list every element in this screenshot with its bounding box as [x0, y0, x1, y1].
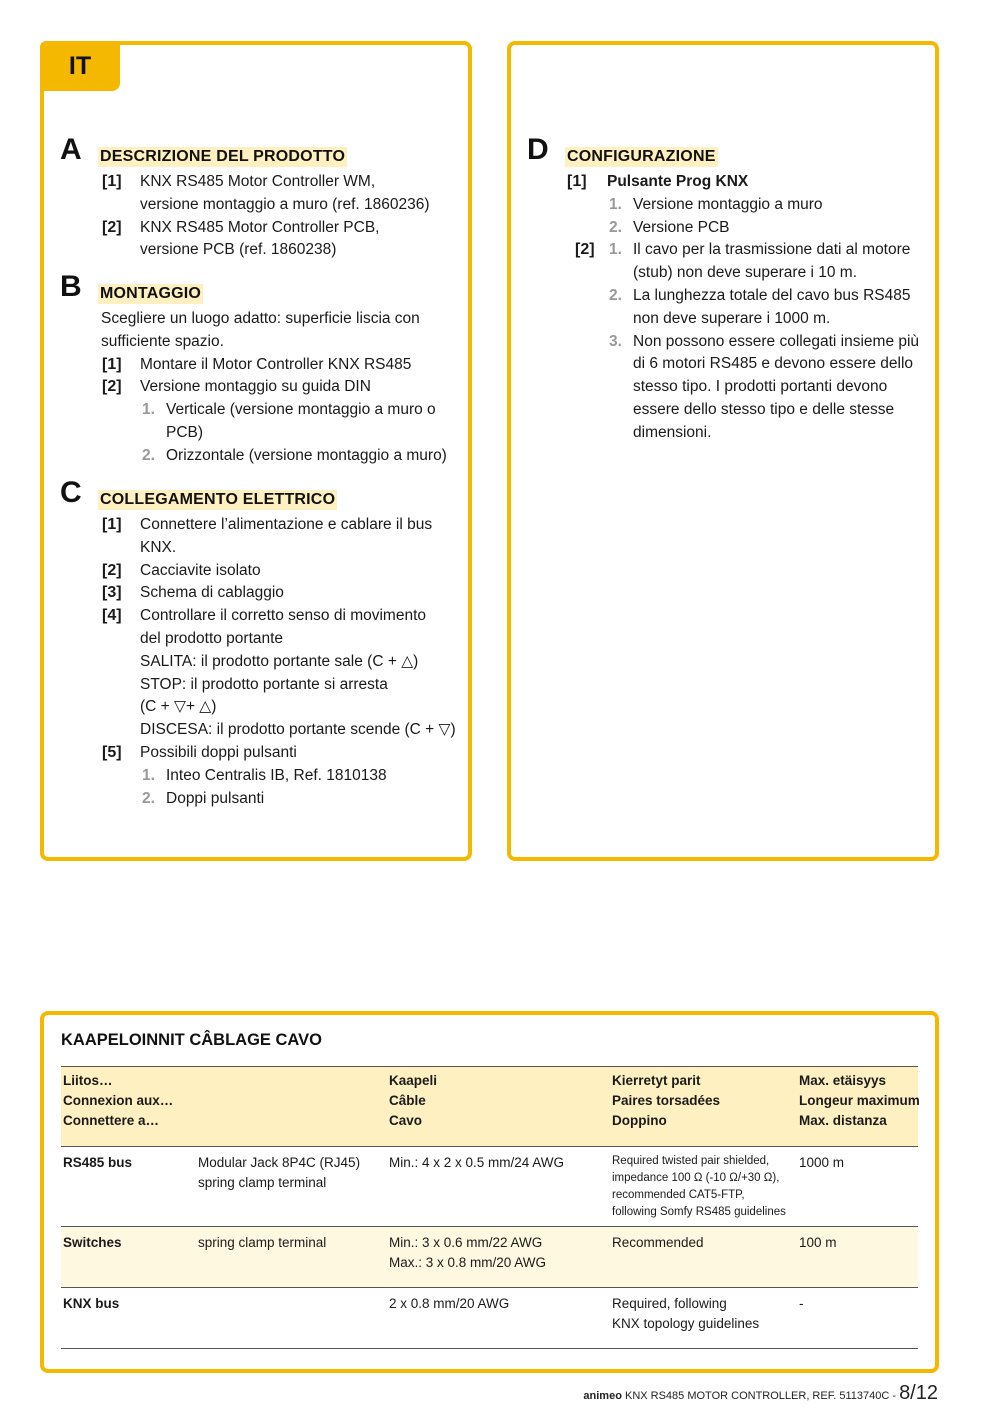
sub-number: 3. — [609, 332, 622, 350]
row-distance: 100 m — [799, 1235, 837, 1250]
item-number: [1] — [102, 355, 122, 373]
sub-text-cont: (stub) non deve superare i 10 m. — [633, 264, 858, 282]
sub-number: 1. — [142, 401, 155, 419]
sub-text: Il cavo per la trasmissione dati al motore — [633, 241, 911, 259]
section-letter: A — [60, 133, 82, 166]
list-item — [60, 742, 460, 765]
sub-number: 2. — [142, 446, 155, 464]
sub-text: Versione montaggio a muro — [633, 195, 823, 213]
sub-item — [60, 765, 460, 788]
list-item — [60, 171, 460, 194]
header-twisted-pairs: Kierretyt parit Paires torsadées Doppino — [612, 1073, 721, 1128]
sub-text-cont: essere dello stesso tipo e delle stesse — [633, 400, 895, 418]
sub-number: 1. — [609, 241, 622, 259]
sub-item — [60, 445, 460, 468]
sub-text-cont: stesso tipo. I prodotti portanti devono — [633, 378, 888, 396]
sub-item — [527, 331, 927, 354]
list-item — [60, 582, 460, 605]
section-title: DESCRIZIONE DEL PRODOTTO — [100, 148, 346, 165]
header-cable: Kaapeli Câble Cavo — [389, 1073, 438, 1128]
item-text: Connettere l’alimentazione e cablare il bus — [140, 516, 433, 533]
item-number: [2] — [102, 218, 122, 236]
panel-left — [40, 41, 472, 861]
sub-text: Orizzontale (versione montaggio a muro) — [166, 446, 447, 464]
table-row — [61, 1226, 918, 1288]
sub-number: 1. — [142, 766, 155, 784]
item-text-cont: versione montaggio a muro (ref. 1860236) — [140, 195, 430, 213]
table-title: KAAPELOINNIT CÂBLAGE CAVO — [61, 1031, 322, 1049]
header-max-distance: Max. etäisyys Longeur maximum Max. distanza — [799, 1073, 920, 1128]
list-item — [60, 560, 460, 583]
item-text: Versione montaggio su guida DIN — [140, 378, 371, 396]
list-item — [60, 514, 460, 537]
item-text: KNX RS485 Motor Controller PCB, — [140, 218, 380, 236]
section-title: MONTAGGIO — [100, 285, 202, 302]
row-cable: 2 x 0.8 mm/20 AWG — [389, 1296, 510, 1311]
cable-table-panel — [40, 1011, 939, 1373]
item-text: KNX RS485 Motor Controller WM, — [140, 173, 376, 190]
row-cable: Min.: 3 x 0.6 mm/22 AWG Max.: 3 x 0.8 mm/20 AWG — [389, 1235, 547, 1270]
item-text-cont: del prodotto portante — [140, 629, 284, 647]
section-letter: C — [60, 476, 82, 509]
panel-right — [507, 41, 939, 861]
intro-text: Scegliere un luogo adatto: superficie liscia con — [101, 310, 420, 327]
sub-text: Versione PCB — [633, 218, 730, 236]
sub-item — [60, 788, 460, 811]
sub-item — [527, 217, 927, 240]
item-text-cont: SALITA: il prodotto portante sale (C + △) — [140, 652, 419, 670]
row-name: Switches — [63, 1235, 122, 1250]
sub-text-cont: PCB) — [166, 423, 204, 441]
row-connector: Modular Jack 8P4C (RJ45) spring clamp terminal — [198, 1155, 361, 1190]
item-text-cont: versione PCB (ref. 1860238) — [140, 241, 337, 259]
sub-text: Non possono essere collegati insieme più — [633, 332, 920, 350]
section-title: CONFIGURAZIONE — [567, 148, 716, 165]
section-letter: B — [60, 270, 82, 303]
sub-text: Inteo Centralis IB, Ref. 1810138 — [166, 766, 387, 784]
row-pairs: Required twisted pair shielded, impedance 100 Ω (-10 Ω/+30 Ω), recommended CAT5-FTP, following Somfy RS485 guidelines — [612, 1155, 786, 1218]
footer-text: KNX RS485 MOTOR CONTROLLER, REF. 5113740C - — [621, 1390, 900, 1402]
language-tab: IT — [40, 41, 120, 91]
list-item — [527, 171, 927, 194]
row-cable: Min.: 4 x 2 x 0.5 mm/24 AWG — [389, 1155, 565, 1170]
table-row — [61, 1146, 918, 1227]
sub-number: 1. — [609, 195, 622, 213]
row-pairs: Recommended — [612, 1235, 704, 1250]
sub-text-cont: non deve superare i 1000 m. — [633, 309, 831, 327]
table-header — [61, 1066, 918, 1147]
item-text-cont: DISCESA: il prodotto portante scende (C + ▽) — [140, 721, 456, 739]
item-text: Pulsante Prog KNX — [607, 173, 749, 190]
item-text: Possibili doppi pulsanti — [140, 743, 297, 761]
sub-number: 2. — [609, 286, 622, 304]
item-number: [1] — [567, 173, 587, 190]
item-number: [1] — [102, 516, 122, 533]
row-pairs: Required, following KNX topology guidelines — [612, 1296, 760, 1331]
section-d — [527, 133, 927, 445]
section-c — [60, 476, 460, 810]
list-item — [60, 605, 460, 628]
item-number: [2] — [102, 378, 122, 396]
row-distance: - — [799, 1296, 804, 1311]
row-name: KNX bus — [63, 1296, 120, 1311]
item-text: Cacciavite isolato — [140, 561, 261, 579]
item-text: Controllare il corretto senso di movimento — [140, 607, 427, 625]
brand-name: animeo — [583, 1390, 622, 1402]
item-text-cont: (C + ▽+ △) — [140, 698, 217, 716]
section-letter: D — [527, 133, 549, 166]
section-title: COLLEGAMENTO ELETTRICO — [100, 491, 336, 508]
item-text: Montare il Motor Controller KNX RS485 — [140, 355, 412, 373]
section-b — [60, 270, 460, 468]
sub-number: 2. — [609, 218, 622, 236]
item-number: [2] — [102, 561, 122, 579]
list-item — [60, 376, 460, 399]
sub-text: La lunghezza totale del cavo bus RS485 — [633, 286, 911, 304]
list-item — [60, 217, 460, 240]
sub-text: Verticale (versione montaggio a muro o — [166, 401, 436, 419]
sub-text: Doppi pulsanti — [166, 789, 265, 807]
sub-item — [527, 285, 927, 308]
list-item — [60, 354, 460, 377]
table-row — [61, 1287, 918, 1349]
item-number: [2] — [575, 241, 595, 259]
page-number: 8/12 — [899, 1382, 938, 1404]
sub-number: 2. — [142, 789, 155, 807]
section-a — [60, 133, 460, 262]
sub-text-cont: dimensioni. — [633, 423, 712, 441]
row-name: RS485 bus — [63, 1155, 133, 1170]
sub-item — [527, 194, 927, 217]
header-connection: Liitos… Connexion aux… Connettere a… — [63, 1073, 174, 1128]
intro-text: sufficiente spazio. — [101, 332, 224, 350]
item-text: Schema di cablaggio — [140, 584, 284, 602]
sub-item — [527, 239, 927, 262]
sub-text-cont: di 6 motori RS485 e devono essere dello — [633, 355, 914, 373]
item-number: [3] — [102, 584, 122, 602]
item-number: [4] — [102, 607, 122, 625]
row-connector: spring clamp terminal — [198, 1235, 327, 1250]
item-text-cont: STOP: il prodotto portante si arresta — [140, 675, 388, 693]
item-text-cont: KNX. — [140, 538, 177, 556]
sub-item — [60, 399, 460, 422]
row-distance: 1000 m — [799, 1155, 845, 1170]
page-footer — [583, 1382, 938, 1405]
item-number: [5] — [102, 743, 122, 761]
item-number: [1] — [102, 173, 122, 190]
